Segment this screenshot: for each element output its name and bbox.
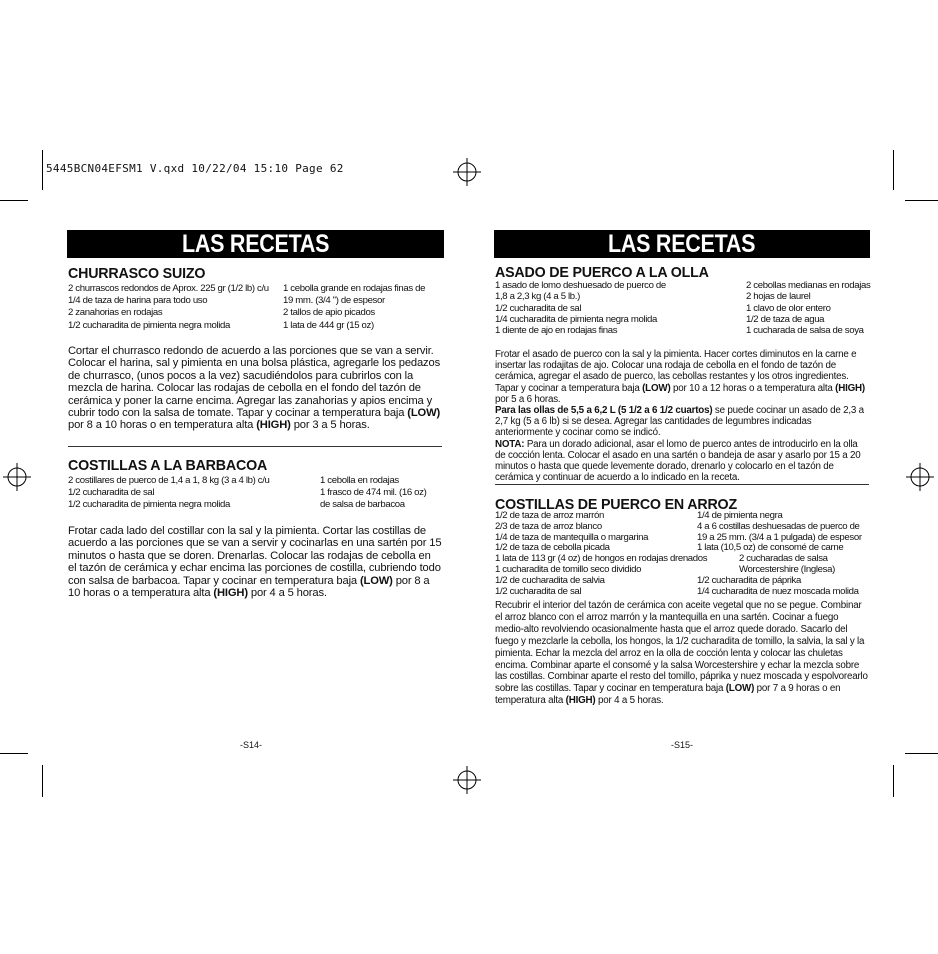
ingredient: 19 a 25 mm. (3/4 a 1 pulgada) de espesor [697, 531, 862, 543]
file-slug: 5445BCN04EFSM1 V.qxd 10/22/04 15:10 Page 62 [46, 162, 344, 175]
crop-mark [893, 765, 894, 797]
registration-mark-icon [3, 463, 31, 491]
ingredient: 1 diente de ajo en rodajas finas [495, 325, 618, 337]
section-divider [68, 446, 442, 447]
registration-mark-icon [453, 158, 481, 186]
crop-mark [0, 753, 28, 754]
ingredient: 1 asado de lomo deshuesado de puerco de [495, 280, 666, 291]
ingredient: 1 frasco de 474 mil. (16 oz) [320, 487, 427, 499]
ingredient: 1/4 cucharadita de nuez moscada molida [697, 585, 859, 597]
ingredient: 2 cucharadas de salsa [739, 553, 828, 565]
recipe-title: COSTILLAS DE PUERCO EN ARROZ [495, 496, 737, 513]
page-number: -S14- [240, 740, 263, 750]
ingredient-list [495, 280, 740, 336]
ingredient: 1/2 de cucharadita de salvia [495, 574, 605, 586]
ingredient: 1 lata (10,5 oz) de consomé de carne [697, 542, 844, 554]
recipe-instructions: Cortar el churrasco redondo de acuerdo a las porciones que se van a servir. Colocar el harina, sal y pimienta en una bolsa plástica, agregarle los pedazos de churrasco, (unos pocos a la vez) sacudiéndolos para cubrirlos con la mezcla de harina. Colocar las rodajas de cebolla en el fondo del tazón de cerámica y poner la carne encima. Agregar las zanahorias y apios encima y cubrir todo con la salsa de tomate. Tapar y cocinar a temperatura baja (LOW) por 8 a 10 horas o en temperatura alta (HIGH) por 3 a 5 horas. [68, 345, 441, 432]
section-divider [495, 484, 869, 485]
ingredient: 1/4 de pimienta negra [697, 510, 783, 521]
ingredient: de salsa de barbacoa [320, 499, 405, 511]
crop-mark [42, 765, 43, 797]
registration-mark-icon [453, 766, 481, 794]
ingredient-list [283, 283, 443, 332]
recipe-title: CHURRASCO SUIZO [68, 265, 206, 282]
ingredient-list [697, 511, 869, 597]
ingredient-list [320, 475, 442, 512]
ingredient: 1/2 de taza de agua [746, 313, 825, 325]
recipe-title: COSTILLAS A LA BARBACOA [68, 457, 268, 474]
ingredient: 2 hojas de laurel [746, 291, 811, 303]
crop-mark [905, 200, 938, 201]
recipe-instructions: Frotar cada lado del costillar con la sal y la pimienta. Cortar las costillas de acuerdo a las porciones que se van a servir y cocinarlas en una sartén por 15 minutos o hasta que se doren. Drenarlas. Colocar las rodajas de cebolla en el tazón de cerámica y echar encima las porciones de costilla, cubriendo todo con salsa de barbacoa. Tapar y cocinar en temperatura baja (LOW) por 8 a 10 horas o a temperatura alta (HIGH) por 4 a 5 horas. [68, 525, 442, 600]
crop-mark [905, 753, 938, 754]
ingredient: 1 cebolla en rodajas [320, 475, 399, 486]
paragraph: Frotar el asado de puerco con la sal y la pimienta. Hacer cortes diminutos en la carne e insertar las rodajitas de ajo. Colocar una rodaja de cebolla en el fondo de tazón de cerámica, agregar el asado de puerco, las cebollas restantes y los otros ingredientes. Tapar y cocinar a temperatura baja (LOW) por 10 a 12 horas o a temperatura alta (HIGH) por 5 a 6 horas. [495, 349, 865, 405]
ingredient-list [68, 475, 318, 512]
page-number: -S15- [671, 740, 694, 750]
ingredient: 1 clavo de olor entero [746, 302, 831, 314]
crop-mark [42, 150, 43, 190]
crop-mark [0, 200, 28, 201]
ingredient: 1 lata de 113 gr (4 oz) de hongos en rodajas drenados [495, 553, 708, 565]
recipe-title: ASADO DE PUERCO A LA OLLA [495, 264, 709, 281]
recipe-instructions [495, 349, 869, 483]
ingredient-list [746, 280, 871, 336]
ingredient: 1 cucharadita de tomillo seco dividido [495, 563, 642, 575]
ingredient: 2 zanahorias en rodajas [68, 307, 163, 319]
registration-mark-icon [906, 463, 934, 491]
ingredient: Worcestershire (Inglesa) [739, 563, 835, 575]
ingredient: 4 a 6 costillas deshuesadas de puerco de [697, 520, 860, 532]
ingredient: 1/4 cucharadita de pimienta negra molida [495, 313, 657, 325]
paragraph: Para las ollas de 5,5 a 6,2 L (5 1/2 a 6 1/2 cuartos) se puede cocinar un asado de 2,3 a 2,7 kg (5 a 6 lb) si se desea. Agregar las cantidades de legumbres indicadas anteriormente y cocinar como se indicó. [495, 405, 864, 439]
ingredient-list [495, 510, 708, 597]
ingredient: 1/2 de taza de cebolla picada [495, 542, 610, 554]
note: NOTA: Para un dorado adicional, asar el lomo de puerco antes de introducirlo en la olla de cocción lenta. Colocar el asado en una sartén o bandeja de asar y asarlo por 15 a 20 minutos o hasta que quede levemente dorado, drenarlo y colocarlo en el tazón de cerámica y continuar de acuerdo a lo indicado en la receta. [495, 438, 861, 484]
ingredient: 1/4 de taza de mantequilla o margarina [495, 531, 649, 543]
ingredient: 1 cucharada de salsa de soya [746, 325, 864, 337]
ingredient: 1/2 de taza de arroz marrón [495, 510, 604, 521]
ingredient: 1/4 de taza de harina para todo uso [68, 295, 208, 307]
ingredient: 2 churrascos redondos de Aprox. 225 gr (1/2 lb) c/u [68, 283, 269, 294]
ingredient: 2 cebollas medianas en rodajas [746, 280, 871, 291]
ingredient: 19 mm. (3/4 ") de espesor [283, 295, 385, 307]
page-banner: LAS RECETAS [67, 230, 444, 258]
ingredient: 1/2 cucharadita de pimienta negra molida [68, 319, 230, 331]
ingredient: 1 lata de 444 gr (15 oz) [283, 319, 374, 331]
ingredient: 1,8 a 2,3 kg (4 a 5 lb.) [495, 291, 580, 303]
recipe-instructions: Recubrir el interior del tazón de cerámica con aceite vegetal que no se pegue. Combinar el arroz blanco con el arroz marrón y la mantequilla en una sartén. Cocinar a fuego medio-alto revolviendo ocasionalmente hasta que el arroz quede dorado. Sacarlo del fuego y mezclarle la cebolla, los hongos, la 1/2 cucharadita de tomillo, la salvia, la sal y la pimienta. Echar la mezcla del arroz en la olla de cocción lenta y colocar las chuletas encima. Combinar aparte el consomé y la salsa Worcestershire y echar la mezcla sobre las costillas. Combinar aparte el resto del tomillo, páprika y nuez moscada y espolvorearlo sobre las costillas. Tapar y cocinar en temperatura baja (LOW) por 7 a 9 horas o en temperatura alta (HIGH) por 4 a 5 horas. [495, 600, 868, 707]
ingredient: 1/2 cucharadita de páprika [697, 574, 801, 586]
ingredient: 1/2 cucharadita de sal [495, 302, 582, 314]
ingredient: 1/2 cucharadita de sal [495, 585, 582, 597]
ingredient: 2/3 de taza de arroz blanco [495, 520, 602, 532]
crop-mark [893, 150, 894, 190]
page-banner: LAS RECETAS [494, 230, 870, 258]
ingredient: 1/2 cucharadita de pimienta negra molida [68, 499, 230, 511]
ingredient: 1/2 cucharadita de sal [68, 487, 155, 499]
ingredient: 2 tallos de apio picados [283, 307, 375, 319]
ingredient-list [68, 283, 283, 332]
ingredient: 2 costillares de puerco de 1,4 a 1, 8 kg (3 a 4 lb) c/u [68, 475, 270, 486]
ingredient: 1 cebolla grande en rodajas finas de [283, 283, 426, 294]
